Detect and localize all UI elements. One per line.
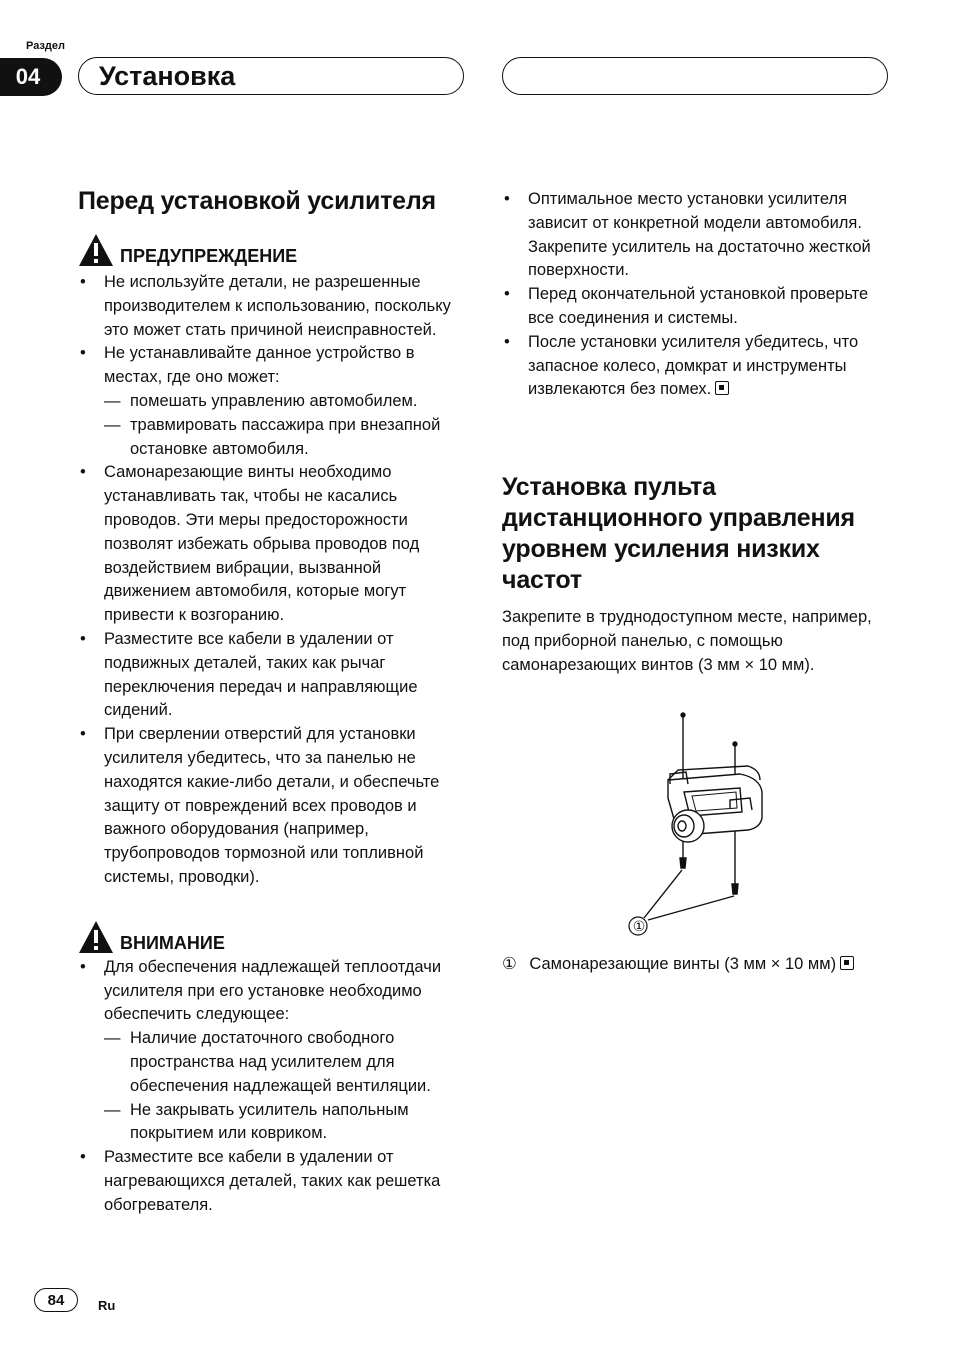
caution-triangle-icon [78, 920, 114, 954]
list-item: • Перед окончательной установкой проверьте все соединения и системы. [502, 283, 890, 331]
language-code: Ru [98, 1298, 116, 1313]
callout-text: Самонарезающие винты (3 мм × 10 мм) [529, 955, 837, 973]
sub-list-item: — Не закрывать усилитель напольным покрытием или ковриком. [104, 1099, 464, 1147]
sub-list-item: — помешать управлению автомобилем. [104, 390, 464, 414]
end-mark-icon [840, 956, 854, 970]
list-item: • Разместите все кабели в удалении от подвижных деталей, таких как рычаг переключения передач и направляющие сидений. [78, 628, 464, 723]
section-label: Раздел [26, 40, 65, 52]
caution-label: ВНИМАНИЕ [120, 932, 225, 953]
list-item: • При сверлении отверстий для установки усилителя убедитесь, что за панелью не находятся какие-либо детали, и обеспечьте защиту от повреждений всех проводов и важного оборудования (например, трубопроводов тормозной или топливной системы, проводки). [78, 723, 464, 890]
sub-list-item: — Наличие достаточного свободного пространства над усилителем для обеспечения надлежащей вентиляции. [104, 1027, 464, 1098]
warning-label: ПРЕДУПРЕЖДЕНИЕ [120, 246, 298, 266]
section-heading-remote: Установка пульта дистанционного управления уровнем усиления низких частот [502, 473, 855, 594]
list-item: • Разместите все кабели в удалении от нагревающихся деталей, таких как решетка обогревателя. [78, 1146, 464, 1217]
right-column [502, 188, 890, 402]
list-item: • Самонарезающие винты необходимо устанавливать так, чтобы не касались проводов. Эти меры предосторожности позволят избежать обрыва проводов под воздействием вибрации, вызванной движением автомобиля, которые могут привести к возгоранию. [78, 461, 464, 628]
warning-list [78, 271, 464, 890]
callout-marker: ① [502, 955, 517, 973]
header-empty-pill [502, 57, 888, 95]
left-column [78, 186, 464, 1217]
page-number: 84 [34, 1288, 78, 1312]
list-item: • Не используйте детали, не разрешенные производителем к использованию, поскольку это может стать причиной неисправностей. [78, 271, 464, 342]
list-item-text: Для обеспечения надлежащей теплоотдачи усилителя при его установке необходимо обеспечить следующее: [104, 957, 442, 1024]
section-heading-before-install: Перед установкой усилителя [78, 187, 436, 215]
list-item [78, 342, 464, 461]
list-item-text: После установки усилителя убедитесь, что запасное колесо, домкрат и инструменты извлекаются без помех. [528, 332, 859, 399]
caution-list [78, 956, 464, 1218]
remote-paragraph: Закрепите в труднодоступном месте, например, под приборной панелью, с помощью самонарезающих винтов (3 мм × 10 мм). [502, 608, 872, 674]
caution-heading [78, 916, 464, 954]
list-item [78, 956, 464, 1146]
callout-caption [502, 953, 902, 977]
install-notes-list [502, 188, 890, 402]
end-mark-icon [715, 381, 729, 395]
list-item: • Оптимальное место установки усилителя зависит от конкретной модели автомобиля. Закрепите усилитель на достаточно жесткой поверхности. [502, 188, 890, 283]
sub-list [104, 1027, 464, 1146]
warning-heading [78, 229, 464, 267]
sub-list [104, 390, 464, 461]
list-item-text: Не устанавливайте данное устройство в местах, где оно может: [104, 344, 415, 387]
illustration-callout-marker: ① [632, 918, 646, 934]
list-item [502, 331, 890, 402]
remote-controller-illustration [600, 708, 790, 944]
chapter-title: Установка [78, 57, 464, 95]
warning-triangle-icon [78, 233, 114, 267]
section-number-badge: 04 [0, 58, 62, 96]
sub-list-item: — травмировать пассажира при внезапной остановке автомобиля. [104, 414, 464, 462]
